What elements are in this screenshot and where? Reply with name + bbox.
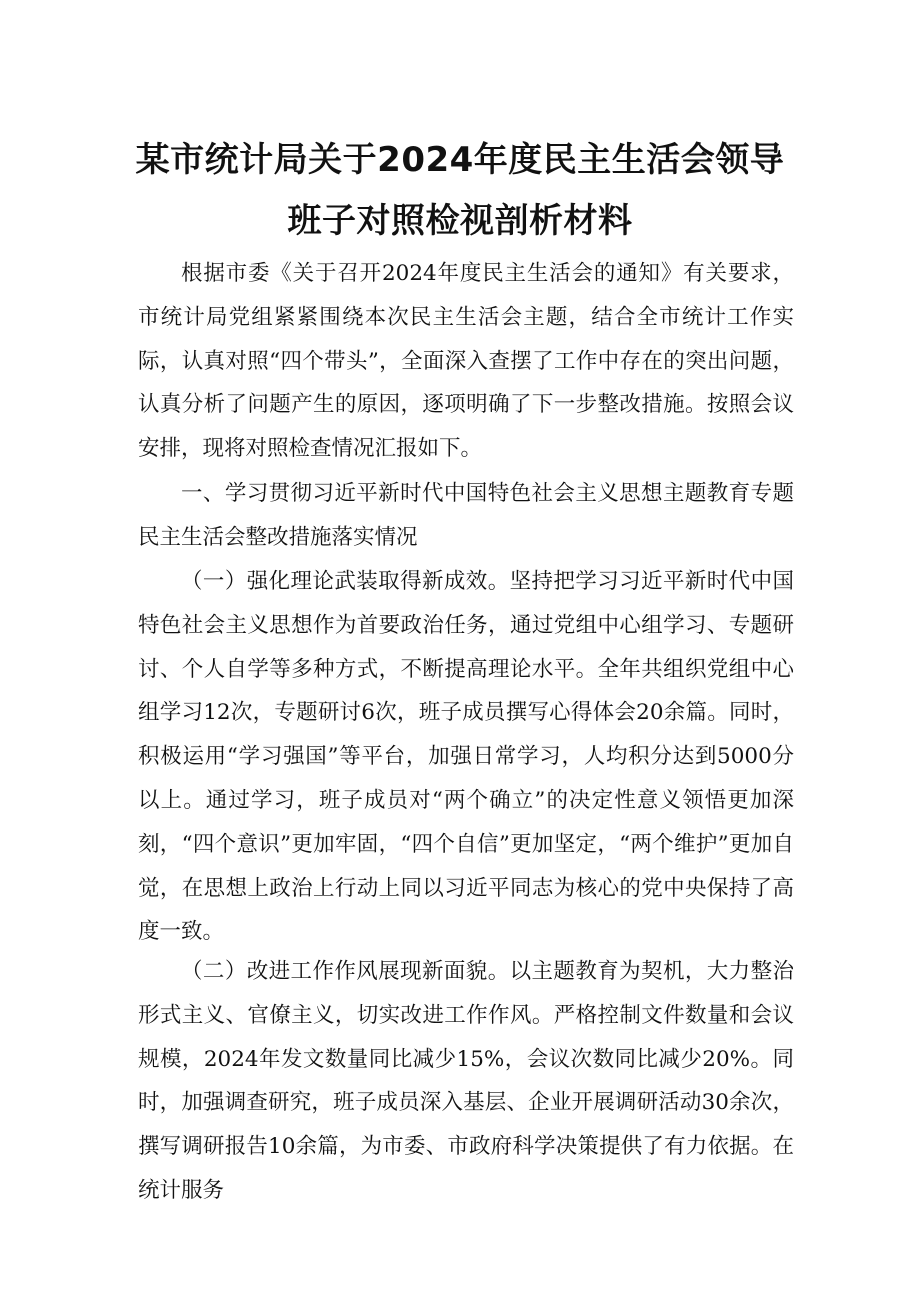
section-1-heading: 一、学习贯彻习近平新时代中国特色社会主义思想主题教育专题民主生活会整改措施落实情况 xyxy=(138,481,794,550)
item-2-paragraph: （二）改进工作作风展现新面貌。以主题教育为契机，大力整治形式主义、官僚主义，切实改进工作作风。严格控制文件数量和会议规模，2024年发文数量同比减少15%，会议次数同比减少20%。同时，加强调查研究，班子成员深入基层、企业开展调研活动30余次，撰写调研报告10余篇，为市委、市政府科学决策提供了有力依据。在统计服务 xyxy=(138,959,794,1203)
intro-paragraph: 根据市委《关于召开2024年度民主生活会的通知》有关要求，市统计局党组紧紧围绕本次民主生活会主题，结合全市统计工作实际，认真对照“四个带头”，全面深入查摆了工作中存在的突出问题，认真分析了问题产生的原因，逐项明确了下一步整改措施。按照会议安排，现将对照检查情况汇报如下。 xyxy=(138,261,794,462)
document-title-line-1: 某市统计局关于2024年度民主生活会领导 xyxy=(135,140,785,180)
document-title-line-2: 班子对照检视剖析材料 xyxy=(287,201,633,241)
item-1-paragraph: （一）强化理论武装取得新成效。坚持把学习习近平新时代中国特色社会主义思想作为首要政治任务，通过党组中心组学习、专题研讨、个人自学等多种方式，不断提高理论水平。全年共组织党组中心组学习12次，专题研讨6次，班子成员撰写心得体会20余篇。同时，积极运用“学习强国”等平台，加强日常学习，人均积分达到5000分以上。通过学习，班子成员对“两个确立”的决定性意义领悟更加深刻，“四个意识”更加牢固，“四个自信”更加坚定，“两个维护”更加自觉，在思想上政治上行动上同以习近平同志为核心的党中央保持了高度一致。 xyxy=(138,569,794,945)
